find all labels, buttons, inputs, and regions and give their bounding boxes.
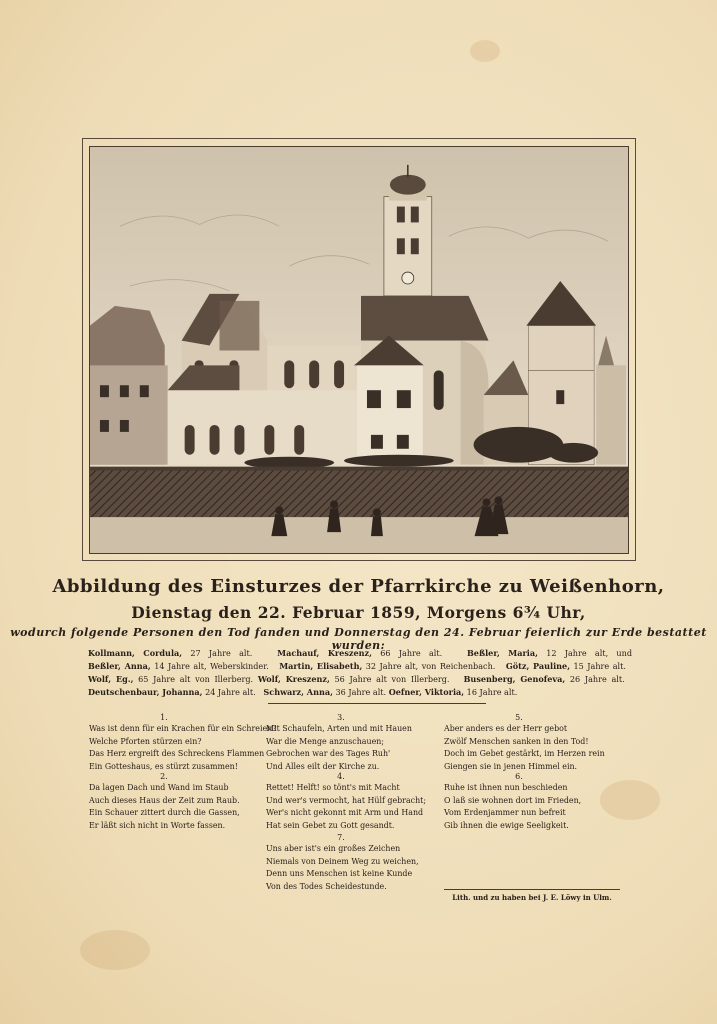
- verse-line: Zwölf Menschen sanken in den Tod!: [444, 736, 589, 746]
- victim-entry: Oefner, Viktoria, 16 Jahre alt.: [388, 686, 518, 697]
- church-collapse-illustration: [89, 146, 629, 554]
- stanza-2: [89, 771, 267, 832]
- verse-line: O laß sie wohnen dort im Frieden,: [444, 795, 582, 805]
- victim-entry: Deutschenbaur, Johanna, 24 Jahre alt.: [88, 686, 256, 697]
- left-houses: [90, 306, 168, 465]
- verse-line: Hat sein Gebet zu Gott gesandt.: [266, 820, 395, 830]
- stanza-number: 1.: [160, 713, 168, 722]
- verse-line: Und wer's vermocht, hat Hülf gebracht;: [266, 795, 426, 805]
- verse-line: Mit Schaufeln, Arten und mit Hauen: [266, 724, 412, 733]
- stanza-number: 7.: [337, 833, 345, 842]
- stanza-number: 4.: [337, 772, 345, 781]
- stanza-7: [266, 832, 444, 893]
- verse-line: Niemals von Deinem Weg zu weichen,: [266, 856, 419, 866]
- verse-line: Gebrochen war des Tages Ruh': [266, 749, 391, 759]
- stanza-5: [444, 712, 622, 773]
- imprint-rule: [444, 889, 620, 890]
- street: [90, 517, 628, 553]
- victim-entry: Beßler, Maria, 12 Jahre alt, und: [466, 648, 633, 658]
- verse-line: Gib ihnen die ewige Seeligkeit.: [444, 820, 569, 830]
- main-title: Abbildung des Einsturzes der Pfarrkirche zu Weißenhorn,: [52, 576, 665, 597]
- church-body: [354, 296, 489, 465]
- victim-entry: Machauf, Kreszenz, 66 Jahre alt.: [277, 648, 443, 658]
- paper-stain: [80, 930, 150, 970]
- victim-entry: Beßler, Anna, 14 Jahre alt, Weberskinder.: [88, 660, 269, 671]
- victim-entry: Wolf, Kreszenz, 56 Jahre alt von Illerberg.: [257, 673, 450, 684]
- verse-line: Wer's nicht gekonnt mit Arm und Hand: [266, 808, 424, 818]
- verse-line: Und Alles eilt der Kirche zu.: [266, 761, 380, 771]
- date-line: Dienstag den 22. Februar 1859, Morgens 6¾ Uhr,: [131, 603, 586, 622]
- stanza-number: 2.: [160, 772, 168, 781]
- victim-entry: Busenberg, Genofeva, 26 Jahre alt.: [463, 673, 625, 684]
- victim-entry: Götz, Pauline, 15 Jahre alt.: [505, 660, 626, 671]
- stanza-1: [89, 712, 277, 773]
- stanza-number: 3.: [337, 713, 345, 722]
- subtitle: wodurch folgende Personen den Tod fanden und Donnerstag den 24. Februar feierlich zur Erde bestattet wurden:: [10, 626, 707, 652]
- fence: [90, 470, 628, 518]
- victim-entry: Kollmann, Cordula, 27 Jahre alt.: [88, 648, 253, 658]
- illustration-frame: [82, 138, 636, 561]
- verse-line: Das Herz ergreift des Schreckens Flammen: [89, 749, 265, 759]
- stanza-3: [266, 712, 444, 773]
- verse-line: Doch im Gebet gestärkt, im Herzen rein: [444, 749, 605, 759]
- victims-list: [88, 647, 632, 699]
- verse-line: War die Menge anzuschauen;: [266, 736, 384, 746]
- verse-line: Auch dieses Haus der Zeit zum Raub.: [89, 795, 240, 805]
- stanza-number: 5.: [515, 713, 523, 722]
- verse-line: Vom Erdenjammer nun befreit: [444, 808, 566, 818]
- printer-imprint: Lith. und zu haben bei J. E. Löwy in Ulm.: [452, 893, 612, 902]
- stanza-number: 6.: [515, 772, 523, 781]
- verse-line: Ein Gotteshaus, es stürzt zusammen!: [89, 761, 238, 771]
- divider-rule: [268, 703, 486, 704]
- verse-line: Uns aber ist's ein großes Zeichen: [266, 844, 401, 853]
- victim-entry: Schwarz, Anna, 36 Jahre alt.: [263, 686, 387, 697]
- stanza-4: [266, 771, 444, 832]
- victim-entry: Martin, Elisabeth, 32 Jahre alt, von Reichenbach.: [279, 660, 496, 671]
- fence-top: [90, 467, 628, 471]
- verse-line: Rettet! Helft! so tönt's mit Macht: [266, 783, 400, 792]
- paper-stain: [470, 40, 500, 62]
- verse-line: Giengen sie in jenen Himmel ein.: [444, 761, 578, 771]
- verse-line: Denn uns Menschen ist keine Kunde: [266, 869, 413, 879]
- verse-line: Ruhe ist ihnen nun beschieden: [444, 783, 568, 792]
- church-tower: [384, 165, 432, 296]
- victim-entry: Wolf, Eg., 65 Jahre alt von Illerberg.: [88, 673, 254, 684]
- verse-line: Da lagen Dach und Wand im Staub: [89, 783, 229, 792]
- verse-line: Ein Schauer zittert durch die Gassen,: [89, 808, 240, 818]
- verse-line: Aber anders es der Herr gebot: [444, 724, 568, 733]
- verse-line: Er läßt sich nicht in Worte fassen.: [89, 820, 226, 830]
- stanza-6: [444, 771, 622, 832]
- verse-line: Was ist denn für ein Krachen für ein Schreien?: [89, 724, 277, 733]
- verse-line: Welche Pforten stürzen ein?: [89, 736, 202, 746]
- verse-line: Von des Todes Scheidestunde.: [266, 881, 387, 891]
